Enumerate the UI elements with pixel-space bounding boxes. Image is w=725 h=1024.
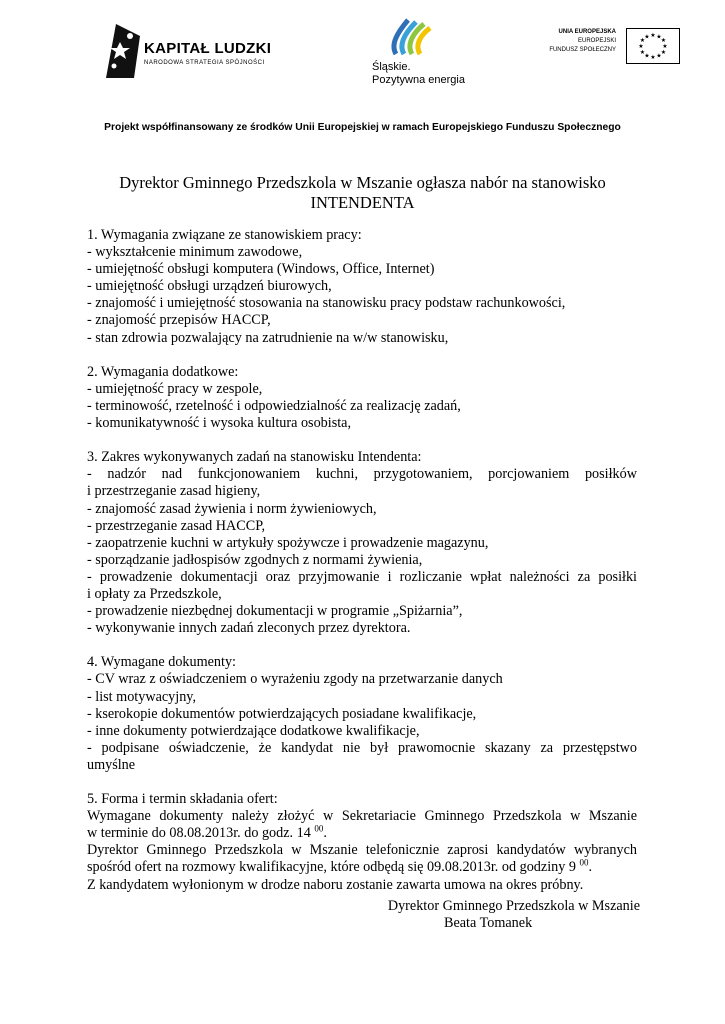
section-heading: 3. Zakres wykonywanych zadań na stanowisku Intendenta:: [87, 449, 422, 466]
list-item: - wykształcenie minimum zawodowe,: [87, 244, 303, 261]
list-item: - podpisane oświadczenie, że kandydat nie był prawomocnie skazany za przestępstwo: [87, 739, 637, 756]
header-logos: [0, 0, 725, 100]
svg-text:★: ★: [662, 43, 668, 50]
svg-text:★: ★: [639, 49, 646, 56]
list-item: - inne dokumenty potwierdzające dodatkowe kwalifikacje,: [87, 722, 420, 739]
svg-text:★: ★: [650, 32, 656, 39]
list-item: - wykonywanie innych zadań zleconych przez dyrektora.: [87, 620, 411, 637]
list-item: - umiejętność pracy w zespole,: [87, 380, 263, 397]
kapital-ludzki-subtitle: NARODOWA STRATEGIA SPÓJNOŚCI: [144, 60, 265, 66]
list-item: - terminowość, rzetelność i odpowiedzialność za realizację zadań,: [87, 397, 461, 414]
svg-text:★: ★: [644, 33, 650, 41]
section-heading: 2. Wymagania dodatkowe:: [87, 363, 239, 380]
list-item: - przestrzeganie zasad HACCP,: [87, 517, 266, 534]
paragraph-line: [87, 825, 637, 842]
list-item: - nadzór nad funkcjonowaniem kuchni, przygotowaniem, porcjowaniem posiłków: [87, 466, 637, 483]
list-item: - prowadzenie niezbędnej dokumentacji w programie „Spiżarnia”,: [87, 603, 463, 620]
list-item: - kserokopie dokumentów potwierdzających posiadane kwalifikacje,: [87, 705, 477, 722]
slaskie-logo: [368, 14, 468, 94]
paragraph-line: Dyrektor Gminnego Przedszkola w Mszanie telefonicznie zaprosi kandydatów wybranych: [87, 842, 637, 859]
list-item: - list motywacyjny,: [87, 688, 197, 705]
svg-text:★: ★: [639, 37, 646, 44]
signature-name: Beata Tomanek: [444, 915, 533, 932]
slaskie-waves-icon: [368, 14, 440, 60]
list-item: - zaopatrzenie kuchni w artykuły spożywcze i prowadzenie magazynu,: [87, 534, 489, 551]
deadline-minutes: 00: [314, 823, 324, 834]
paragraph-line: Z kandydatem wyłonionym w drodze naboru zostanie zawarta umowa na okres próbny.: [87, 876, 584, 893]
kapital-ludzki-logo: [104, 22, 284, 80]
eu-line1: UNIA EUROPEJSKA: [558, 29, 616, 35]
announcement-body: [87, 227, 637, 894]
list-item-continuation: i opłaty za Przedszkole,: [87, 585, 222, 602]
list-item: - sporządzanie jadłospisów zgodnych z normami żywienia,: [87, 551, 423, 568]
list-item-continuation: umyślne: [87, 756, 136, 773]
interview-minutes: 00: [579, 857, 589, 868]
punctuation: .: [588, 859, 593, 876]
eu-line2: EUROPEJSKI: [577, 38, 616, 44]
kapital-ludzki-emblem-icon: [104, 22, 142, 80]
list-item-continuation: i przestrzeganie zasad higieny,: [87, 483, 261, 500]
list-item: - znajomość przepisów HACCP,: [87, 312, 271, 329]
slaskie-name: Śląskie.: [372, 61, 411, 73]
kapital-ludzki-name: KAPITAŁ LUDZKI: [144, 40, 272, 57]
announcement-title: [80, 173, 645, 213]
svg-text:★: ★: [656, 33, 662, 41]
slaskie-slogan: Pozytywna energia: [372, 74, 465, 86]
project-cofinancing-note: Projekt współfinansowany ze środków Unii Europejskiej w ramach Europejskiego Funduszu Społecznego: [104, 122, 621, 133]
svg-text:★: ★: [660, 49, 667, 56]
eu-line3: FUNDUSZ SPOŁECZNY: [549, 47, 616, 53]
section-heading: 4. Wymagane dokumenty:: [87, 654, 237, 671]
section-heading: 5. Forma i termin składania ofert:: [87, 791, 278, 808]
paragraph-line: Wymagane dokumenty należy złożyć w Sekretariacie Gminnego Przedszkola w Mszanie: [87, 808, 637, 825]
list-item: - CV wraz z oświadczeniem o wyrażeniu zgody na przetwarzanie danych: [87, 671, 503, 688]
interview-text: spośród ofert na rozmowy kwalifikacyjne, które odbędą się 09.08.2013r. od godziny 9: [87, 859, 576, 876]
list-item: - komunikatywność i wysoka kultura osobista,: [87, 415, 352, 432]
title-line1: Dyrektor Gminnego Przedszkola w Mszanie ogłasza nabór na stanowisko: [119, 173, 606, 192]
svg-text:★: ★: [650, 54, 656, 61]
list-item: - znajomość i umiejętność stosowania na stanowisku pracy podstaw rachunkowości,: [87, 295, 566, 312]
eu-logo: [540, 28, 680, 66]
list-item: - prowadzenie dokumentacji oraz przyjmowanie i rozliczanie wpłat należności za posiłki: [87, 568, 637, 585]
eu-flag-icon: [626, 28, 680, 64]
svg-text:★: ★: [660, 37, 667, 44]
svg-text:★: ★: [638, 43, 644, 50]
eu-text: [549, 28, 616, 55]
signature-block: [360, 898, 640, 932]
title-line2: INTENDENTA: [310, 193, 415, 212]
punctuation: .: [323, 825, 327, 842]
list-item: - umiejętność obsługi komputera (Windows, Office, Internet): [87, 261, 435, 278]
paragraph-line: [87, 859, 637, 876]
list-item: - umiejętność obsługi urządzeń biurowych,: [87, 278, 332, 295]
list-item: - stan zdrowia pozwalający na zatrudnienie na w/w stanowisku,: [87, 329, 449, 346]
svg-text:★: ★: [644, 52, 650, 60]
list-item: - znajomość zasad żywienia i norm żywieniowych,: [87, 500, 377, 517]
signature-title: Dyrektor Gminnego Przedszkola w Mszanie: [387, 898, 640, 914]
svg-text:★: ★: [656, 52, 662, 60]
deadline-text: w terminie do 08.08.2013r. do godz. 14: [87, 825, 311, 842]
section-heading: 1. Wymagania związane ze stanowiskiem pracy:: [87, 227, 362, 243]
